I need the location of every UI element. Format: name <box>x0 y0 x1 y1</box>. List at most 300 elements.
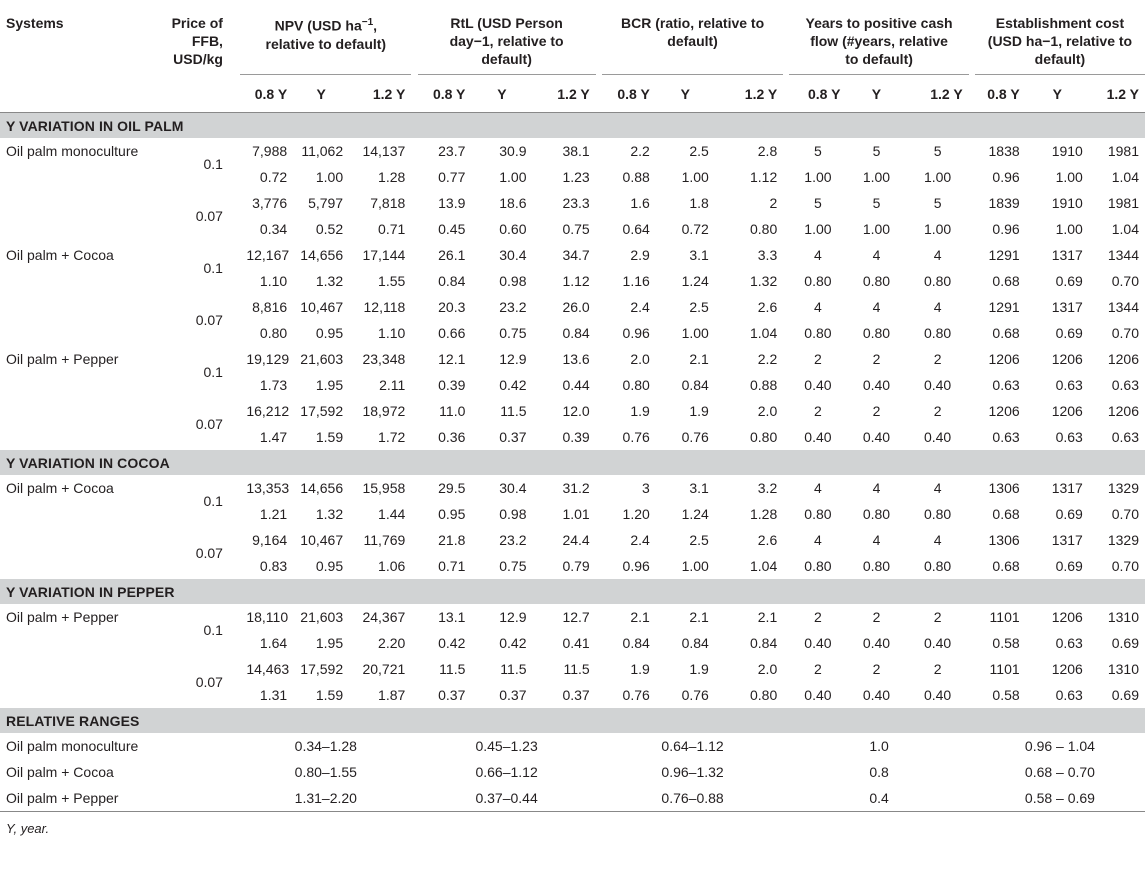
value-cell: 12,167 <box>246 247 290 263</box>
value-cell: 16,212 <box>246 403 290 419</box>
price-value: 0.1 <box>203 364 223 380</box>
value-cell: 0.36 <box>438 429 466 445</box>
value-cell: 0.84 <box>681 635 709 651</box>
value-cell: 14,656 <box>300 480 344 496</box>
value-cell: 2.6 <box>757 532 778 548</box>
value-cell: 17,592 <box>300 403 344 419</box>
value-cell: 1.00 <box>681 558 709 574</box>
value-cell: 0.37 <box>562 687 590 703</box>
range-value: 0.68 – 0.70 <box>1024 764 1095 780</box>
value-cell: 0.70 <box>1111 558 1139 574</box>
value-cell: 0.84 <box>622 635 650 651</box>
value-cell: 0.80 <box>804 506 832 522</box>
value-cell: 0.95 <box>315 558 344 574</box>
value-cell: 0.63 <box>992 429 1020 445</box>
value-cell: 17,144 <box>362 247 406 263</box>
value-cell: 1.00 <box>681 169 709 185</box>
value-cell: 2 <box>933 351 942 367</box>
value-cell: 1.55 <box>378 273 406 289</box>
value-cell: 1.20 <box>622 506 650 522</box>
value-cell: 5 <box>814 195 822 211</box>
value-cell: 1317 <box>1051 299 1083 315</box>
value-cell: 0.68 <box>992 506 1020 522</box>
subcolumn-header: 1.2 Y <box>1106 86 1139 102</box>
value-cell: 1.06 <box>378 558 406 574</box>
table-row <box>0 656 1145 682</box>
table-header <box>0 0 1145 113</box>
value-cell: 0.39 <box>438 377 466 393</box>
value-cell: 0.40 <box>923 687 952 703</box>
section-title: Y VARIATION IN OIL PALM <box>0 113 1145 138</box>
value-cell: 1.12 <box>562 273 590 289</box>
value-cell: 0.39 <box>562 429 590 445</box>
value-cell: 3 <box>641 480 650 496</box>
price-header: Price of FFB, USD/kg <box>171 15 223 67</box>
value-cell: 0.84 <box>562 325 590 341</box>
value-cell: 23.7 <box>438 143 466 159</box>
value-cell: 1981 <box>1107 195 1139 211</box>
subcolumn-header: Y <box>497 86 507 102</box>
range-value: 1.0 <box>869 738 889 754</box>
value-cell: 0.40 <box>923 377 952 393</box>
value-cell: 0.40 <box>804 687 832 703</box>
table-row <box>0 242 1145 268</box>
table-row <box>0 190 1145 216</box>
value-cell: 1.8 <box>689 195 709 211</box>
price-value: 0.1 <box>203 260 223 276</box>
value-cell: 2.20 <box>378 635 406 651</box>
value-cell: 10,467 <box>300 532 344 548</box>
value-cell: 26.0 <box>562 299 590 315</box>
value-cell: 0.42 <box>438 635 466 651</box>
value-cell: 0.98 <box>499 273 527 289</box>
value-cell: 4 <box>872 532 881 548</box>
value-cell: 0.80 <box>923 506 952 522</box>
value-cell: 24,367 <box>362 609 406 625</box>
section-header-row <box>0 113 1145 138</box>
section-title: Y VARIATION IN COCOA <box>0 450 1145 475</box>
value-cell: 1.00 <box>862 169 891 185</box>
value-cell: 2.5 <box>689 532 709 548</box>
section-header-row <box>0 708 1145 733</box>
range-value: 1.31–2.20 <box>240 785 411 812</box>
system-name: Oil palm monoculture <box>6 143 139 159</box>
range-system-name: Oil palm monoculture <box>6 738 139 754</box>
value-cell: 18,972 <box>362 403 406 419</box>
value-cell: 1.00 <box>804 169 832 185</box>
value-cell: 1.16 <box>622 273 650 289</box>
value-cell: 1.04 <box>749 325 778 341</box>
value-cell: 1.64 <box>259 635 288 651</box>
value-cell: 1.44 <box>378 506 406 522</box>
value-cell: 1.01 <box>562 506 590 522</box>
value-cell: 5,797 <box>308 195 344 211</box>
value-cell: 1.00 <box>862 221 891 237</box>
section-header-row <box>0 450 1145 475</box>
value-cell: 11.5 <box>563 661 590 677</box>
price-value: 0.07 <box>195 208 223 224</box>
value-cell: 0.80 <box>862 325 891 341</box>
value-cell: 0.72 <box>681 221 709 237</box>
value-cell: 4 <box>814 247 822 263</box>
value-cell: 1.87 <box>378 687 406 703</box>
value-cell: 1.04 <box>749 558 778 574</box>
subcolumn-header: Y <box>1052 86 1062 102</box>
value-cell: 0.63 <box>1111 429 1139 445</box>
value-cell: 0.75 <box>562 221 590 237</box>
value-cell: 0.40 <box>804 635 832 651</box>
value-cell: 3,776 <box>252 195 288 211</box>
value-cell: 2.11 <box>379 377 406 393</box>
subcolumn-header: 1.2 Y <box>372 86 406 102</box>
range-row <box>0 785 1145 812</box>
value-cell: 23.3 <box>562 195 590 211</box>
npv-group-header: NPV (USD $ha^{-1}$, relative to default) <box>240 0 411 75</box>
value-cell: 2.0 <box>757 661 778 677</box>
value-cell: 1291 <box>988 299 1020 315</box>
table-row <box>0 604 1145 630</box>
value-cell: 0.71 <box>438 558 466 574</box>
value-cell: 0.52 <box>315 221 344 237</box>
value-cell: 1.00 <box>499 169 527 185</box>
value-cell: 2.1 <box>689 351 709 367</box>
value-cell: 21.8 <box>438 532 466 548</box>
system-name: Oil palm + Cocoa <box>6 480 114 496</box>
value-cell: 1839 <box>988 195 1020 211</box>
value-cell: 0.96 <box>622 558 650 574</box>
price-value: 0.07 <box>195 674 223 690</box>
value-cell: 1.59 <box>315 687 344 703</box>
value-cell: 1910 <box>1051 195 1083 211</box>
value-cell: 1.59 <box>315 429 344 445</box>
value-cell: 0.80 <box>749 221 778 237</box>
subcolumn-header: Y <box>316 86 326 102</box>
range-value: 0.80–1.55 <box>294 764 357 780</box>
section-title: RELATIVE RANGES <box>0 708 1145 733</box>
value-cell: 0.41 <box>562 635 590 651</box>
value-cell: 30.4 <box>499 247 527 263</box>
system-name: Oil palm + Pepper <box>6 609 119 625</box>
value-cell: 0.63 <box>1055 635 1083 651</box>
value-cell: 0.75 <box>499 558 527 574</box>
value-cell: 1.00 <box>923 169 952 185</box>
value-cell: 1310 <box>1107 609 1139 625</box>
value-cell: 1.6 <box>630 195 650 211</box>
value-cell: 1.24 <box>681 273 709 289</box>
value-cell: 0.44 <box>562 377 590 393</box>
value-cell: 2 <box>933 609 942 625</box>
value-cell: 0.63 <box>1111 377 1139 393</box>
value-cell: 1.00 <box>1055 221 1083 237</box>
value-cell: 1.00 <box>923 221 952 237</box>
value-cell: 17,592 <box>300 661 344 677</box>
value-cell: 2 <box>814 403 822 419</box>
price-value: 0.07 <box>195 545 223 561</box>
value-cell: 0.80 <box>622 377 650 393</box>
value-cell: 0.80 <box>862 273 891 289</box>
value-cell: 0.84 <box>749 635 778 651</box>
value-cell: 0.45 <box>438 221 466 237</box>
value-cell: 5 <box>872 195 881 211</box>
value-cell: 0.68 <box>992 558 1020 574</box>
price-value: 0.1 <box>203 622 223 638</box>
value-cell: 31.2 <box>562 480 590 496</box>
value-cell: 4 <box>933 299 942 315</box>
value-cell: 11.5 <box>439 661 466 677</box>
value-cell: 1306 <box>988 532 1020 548</box>
value-cell: 11,062 <box>301 143 344 159</box>
table-body <box>0 113 1145 812</box>
rtl-group-header: RtL (USD Person day−1, relative to default) <box>418 0 596 75</box>
value-cell: 1.10 <box>378 325 406 341</box>
range-value: 0.96 – 1.04 <box>1024 738 1095 754</box>
value-cell: 0.76 <box>681 687 709 703</box>
value-cell: 1981 <box>1107 143 1139 159</box>
value-cell: 1.00 <box>804 221 832 237</box>
value-cell: 23,348 <box>362 351 406 367</box>
establishment-group-header: Establishment cost (USD ha−1, relative to default) <box>975 0 1145 75</box>
value-cell: 1.00 <box>315 169 344 185</box>
value-cell: 2.5 <box>689 143 709 159</box>
value-cell: 1344 <box>1107 247 1139 263</box>
value-cell: 4 <box>933 480 942 496</box>
subcolumn-header: Y <box>871 86 882 102</box>
value-cell: 0.84 <box>681 377 709 393</box>
value-cell: 1206 <box>1051 609 1083 625</box>
value-cell: 1.95 <box>315 635 344 651</box>
value-cell: 0.77 <box>438 169 466 185</box>
value-cell: 12.9 <box>499 351 527 367</box>
range-value: 0.8 <box>869 764 889 780</box>
value-cell: 15,958 <box>362 480 406 496</box>
price-value: 0.1 <box>203 156 223 172</box>
value-cell: 0.84 <box>438 273 466 289</box>
value-cell: 34.7 <box>562 247 590 263</box>
value-cell: 1.32 <box>749 273 778 289</box>
value-cell: 0.80 <box>804 325 832 341</box>
subcolumn-header: 0.8 Y <box>254 86 288 102</box>
value-cell: 0.96 <box>992 221 1020 237</box>
value-cell: 11.5 <box>500 661 527 677</box>
value-cell: 1.10 <box>259 273 288 289</box>
value-cell: 0.64 <box>622 221 650 237</box>
value-cell: 1317 <box>1051 247 1083 263</box>
value-cell: 0.69 <box>1055 506 1083 522</box>
value-cell: 0.60 <box>499 221 527 237</box>
value-cell: 1.04 <box>1111 221 1139 237</box>
value-cell: 2 <box>814 661 822 677</box>
value-cell: 1.00 <box>681 325 709 341</box>
value-cell: 2.9 <box>630 247 650 263</box>
value-cell: 1.95 <box>315 377 344 393</box>
range-row <box>0 759 1145 785</box>
value-cell: 1317 <box>1051 532 1083 548</box>
bcr-group-header: BCR (ratio, relative to default) <box>602 0 783 75</box>
value-cell: 5 <box>814 143 822 159</box>
subcolumn-header: 1.2 Y <box>557 86 590 102</box>
value-cell: 23.2 <box>499 532 527 548</box>
value-cell: 2 <box>933 403 942 419</box>
value-cell: 7,988 <box>252 143 288 159</box>
value-cell: 0.80 <box>804 273 832 289</box>
value-cell: 0.63 <box>1055 377 1083 393</box>
value-cell: 2 <box>814 351 822 367</box>
range-value: 0.45–1.23 <box>475 738 538 754</box>
value-cell: 0.40 <box>804 429 832 445</box>
value-cell: 12.0 <box>562 403 590 419</box>
value-cell: 1329 <box>1107 480 1139 496</box>
value-cell: 2 <box>872 351 881 367</box>
value-cell: 1317 <box>1051 480 1083 496</box>
system-name: Oil palm + Cocoa <box>6 247 114 263</box>
value-cell: 3.1 <box>689 480 709 496</box>
subcolumn-header: 0.8 Y <box>432 86 466 102</box>
table-row <box>0 138 1145 164</box>
value-cell: 30.4 <box>499 480 527 496</box>
value-cell: 0.63 <box>1055 687 1083 703</box>
subcolumn-header: Y <box>680 86 690 102</box>
value-cell: 1838 <box>988 143 1020 159</box>
range-value: 0.66–1.12 <box>475 764 538 780</box>
range-value: 0.96–1.32 <box>661 764 724 780</box>
value-cell: 0.80 <box>923 558 952 574</box>
value-cell: 18.6 <box>499 195 527 211</box>
value-cell: 19,129 <box>246 351 290 367</box>
value-cell: 4 <box>814 480 822 496</box>
value-cell: 13.6 <box>562 351 590 367</box>
range-value: 0.76–0.88 <box>602 785 783 812</box>
subcolumn-header: 0.8 Y <box>807 86 841 102</box>
value-cell: 1.04 <box>1111 169 1139 185</box>
value-cell: 0.98 <box>499 506 527 522</box>
value-cell: 2.0 <box>630 351 650 367</box>
value-cell: 1.9 <box>630 661 650 677</box>
value-cell: 3.2 <box>757 480 778 496</box>
value-cell: 2.1 <box>630 609 650 625</box>
value-cell: 1.12 <box>749 169 778 185</box>
value-cell: 2 <box>872 403 881 419</box>
value-cell: 0.76 <box>622 429 650 445</box>
value-cell: 0.70 <box>1111 506 1139 522</box>
value-cell: 1.9 <box>689 661 709 677</box>
value-cell: 0.80 <box>923 273 952 289</box>
value-cell: 11.0 <box>439 403 466 419</box>
value-cell: 24.4 <box>562 532 590 548</box>
range-value: 0.64–1.12 <box>661 738 724 754</box>
value-cell: 0.88 <box>622 169 650 185</box>
value-cell: 12.9 <box>499 609 527 625</box>
table-row <box>0 527 1145 553</box>
value-cell: 12.1 <box>438 351 466 367</box>
value-cell: 12.7 <box>562 609 590 625</box>
value-cell: 0.80 <box>804 558 832 574</box>
value-cell: 1.32 <box>315 273 344 289</box>
range-value: 0.34–1.28 <box>294 738 357 754</box>
value-cell: 14,137 <box>362 143 406 159</box>
value-cell: 0.95 <box>315 325 344 341</box>
value-cell: 1206 <box>1107 351 1139 367</box>
value-cell: 4 <box>872 480 881 496</box>
range-value: 0.37–0.44 <box>418 785 596 812</box>
value-cell: 9,164 <box>252 532 288 548</box>
value-cell: 1306 <box>988 480 1020 496</box>
value-cell: 0.70 <box>1111 273 1139 289</box>
value-cell: 2 <box>814 609 822 625</box>
value-cell: 0.66 <box>438 325 466 341</box>
value-cell: 1.73 <box>259 377 288 393</box>
value-cell: 0.37 <box>499 687 527 703</box>
value-cell: 38.1 <box>562 143 590 159</box>
value-cell: 0.70 <box>1111 325 1139 341</box>
value-cell: 1.00 <box>1055 169 1083 185</box>
value-cell: 0.96 <box>622 325 650 341</box>
value-cell: 0.69 <box>1055 558 1083 574</box>
value-cell: 10,467 <box>300 299 344 315</box>
value-cell: 0.95 <box>438 506 466 522</box>
value-cell: 0.71 <box>378 221 406 237</box>
table-row <box>0 398 1145 424</box>
value-cell: 2.6 <box>757 299 778 315</box>
value-cell: 0.68 <box>992 273 1020 289</box>
value-cell: 2.2 <box>757 351 778 367</box>
value-cell: 1.9 <box>630 403 650 419</box>
value-cell: 0.80 <box>259 325 288 341</box>
value-cell: 4 <box>933 247 942 263</box>
value-cell: 5 <box>933 143 942 159</box>
value-cell: 0.40 <box>862 377 891 393</box>
value-cell: 0.69 <box>1055 325 1083 341</box>
value-cell: 0.40 <box>804 377 832 393</box>
value-cell: 1.21 <box>259 506 288 522</box>
value-cell: 0.63 <box>992 377 1020 393</box>
value-cell: 1.9 <box>689 403 709 419</box>
range-system-name: Oil palm + Cocoa <box>6 764 114 780</box>
value-cell: 0.69 <box>1111 635 1139 651</box>
value-cell: 1.72 <box>378 429 406 445</box>
table-row <box>0 346 1145 372</box>
systems-header: Systems <box>6 15 64 31</box>
value-cell: 1.24 <box>681 506 709 522</box>
value-cell: 2 <box>769 195 778 211</box>
value-cell: 4 <box>814 532 822 548</box>
value-cell: 2.4 <box>630 532 650 548</box>
value-cell: 0.58 <box>992 635 1020 651</box>
value-cell: 1344 <box>1107 299 1139 315</box>
value-cell: 11,769 <box>363 532 406 548</box>
value-cell: 21,603 <box>300 609 344 625</box>
value-cell: 12,118 <box>363 299 406 315</box>
value-cell: 1206 <box>1051 351 1083 367</box>
value-cell: 0.83 <box>259 558 288 574</box>
value-cell: 0.80 <box>749 429 778 445</box>
value-cell: 11.5 <box>500 403 527 419</box>
value-cell: 2.0 <box>757 403 778 419</box>
value-cell: 2.1 <box>689 609 709 625</box>
value-cell: 1206 <box>1051 661 1083 677</box>
value-cell: 20.3 <box>438 299 466 315</box>
value-cell: 13.1 <box>438 609 466 625</box>
value-cell: 13.9 <box>438 195 466 211</box>
value-cell: 1.28 <box>749 506 778 522</box>
price-value: 0.07 <box>195 312 223 328</box>
value-cell: 1910 <box>1051 143 1083 159</box>
value-cell: 0.40 <box>862 635 891 651</box>
footnote: Y, year. <box>6 821 50 836</box>
value-cell: 14,656 <box>300 247 344 263</box>
value-cell: 1.28 <box>378 169 406 185</box>
system-name: Oil palm + Pepper <box>6 351 119 367</box>
value-cell: 0.80 <box>862 558 891 574</box>
